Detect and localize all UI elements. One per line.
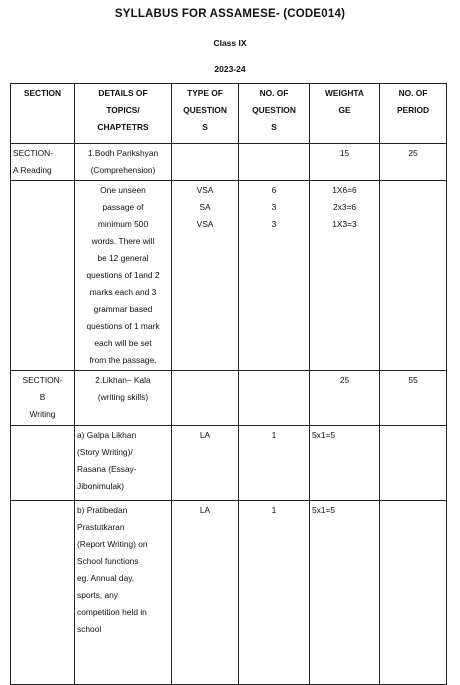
header-section: SECTION (11, 84, 75, 144)
cell-line: be 12 general (97, 253, 149, 263)
cell-line: questions of 1and 2 (86, 270, 160, 280)
cell-line: 2.Likhan– Kala (95, 375, 151, 385)
cell-line: SECTION- (22, 375, 63, 385)
cell-line: questions of 1 mark (86, 321, 160, 331)
cell-line: SECTION- (13, 148, 54, 158)
header-period: NO. OF PERIOD (380, 84, 447, 144)
cell-line: each will be set (94, 338, 152, 348)
cell-line: School functions (77, 556, 139, 566)
table-row (11, 426, 447, 501)
table-row (11, 501, 447, 685)
type-cell (172, 426, 239, 501)
cell-line: (writing skills) (97, 392, 149, 402)
cell-line: 5x1=5 (312, 505, 336, 515)
doc-title: SYLLABUS FOR ASSAMESE- (CODE014) (114, 8, 346, 20)
cell-line: minimum 500 (97, 219, 149, 229)
section-cell (11, 501, 75, 685)
cell-line: 5x1=5 (312, 430, 336, 440)
table-row (11, 181, 447, 371)
cell-line: Rasana (Essay- (77, 464, 137, 474)
cell-line: SA (199, 202, 211, 212)
weightage-cell (310, 501, 380, 685)
count-cell (239, 426, 310, 501)
section-cell (11, 144, 75, 181)
table-row (11, 144, 447, 181)
cell-line: eg. Annual day, (77, 573, 135, 583)
cell-line: competition held in (77, 607, 147, 617)
year-label: 2023-24 (214, 64, 246, 74)
cell-line: 25 (408, 148, 418, 158)
table-row (11, 371, 447, 426)
cell-line: 1 (271, 430, 277, 440)
details-cell (75, 426, 172, 501)
section-cell (11, 426, 75, 501)
count-cell (239, 371, 310, 426)
cell-line: 15 (339, 148, 350, 158)
cell-line: from the passage. (89, 355, 157, 365)
details-cell (75, 181, 172, 371)
cell-line: b) Pratibedan (77, 505, 128, 515)
cell-line: LA (199, 505, 211, 515)
cell-line: 3 (271, 219, 277, 229)
weightage-cell (310, 181, 380, 371)
syllabus-table (10, 83, 447, 685)
period-cell (380, 181, 447, 371)
weightage-cell (310, 426, 380, 501)
weightage-cell (310, 371, 380, 426)
details-cell (75, 371, 172, 426)
count-cell (239, 181, 310, 371)
cell-line: 3 (271, 202, 277, 212)
details-cell (75, 501, 172, 685)
cell-line: A Reading (13, 165, 52, 175)
cell-line: 1 (271, 505, 277, 515)
header-type-of-questions: TYPE OF QUESTION S (172, 84, 239, 144)
section-cell (11, 371, 75, 426)
cell-line: 55 (408, 375, 418, 385)
period-cell (380, 371, 447, 426)
count-cell (239, 144, 310, 181)
cell-line: sports, any (77, 590, 118, 600)
type-cell (172, 371, 239, 426)
cell-line: (Story Writing)/ (77, 447, 133, 457)
cell-line: school (77, 624, 102, 634)
section-cell (11, 181, 75, 371)
type-cell (172, 181, 239, 371)
cell-line: grammar based (93, 304, 153, 314)
cell-line: a) Galpa Likhan (77, 430, 137, 440)
header-no-of-questions: NO. OF QUESTION S (239, 84, 310, 144)
cell-line: (Report Writing) on (77, 539, 148, 549)
period-cell (380, 426, 447, 501)
cell-line: B (39, 392, 46, 402)
cell-line: 1X6=6 (332, 185, 357, 195)
cell-line: 1X3=3 (332, 219, 357, 229)
period-cell (380, 144, 447, 181)
cell-line: marks each and 3 (89, 287, 157, 297)
header-weightage: WEIGHTA GE (310, 84, 380, 144)
type-cell (172, 144, 239, 181)
cell-line: 1.Bodh Parikshyan (87, 148, 159, 158)
cell-line: 6 (271, 185, 277, 195)
cell-line: VSA (196, 219, 214, 229)
cell-line: Writing (29, 409, 56, 419)
header-row (11, 84, 447, 144)
period-cell (380, 501, 447, 685)
cell-line: LA (199, 430, 211, 440)
count-cell (239, 501, 310, 685)
cell-line: 2x3=6 (332, 202, 357, 212)
cell-line: 25 (339, 375, 350, 385)
cell-line: passage of (102, 202, 144, 212)
type-cell (172, 501, 239, 685)
weightage-cell (310, 144, 380, 181)
class-label: Class IX (213, 38, 247, 48)
cell-line: VSA (196, 185, 214, 195)
details-cell (75, 144, 172, 181)
header-details: DETAILS OF TOPICS/ CHAPTETRS (75, 84, 172, 144)
cell-line: One unseen (100, 185, 146, 195)
cell-line: words. There will (91, 236, 155, 246)
cell-line: Prastutkaran (77, 522, 125, 532)
cell-line: (Comprehension) (90, 165, 156, 175)
cell-line: Jibonimulak) (77, 481, 125, 491)
